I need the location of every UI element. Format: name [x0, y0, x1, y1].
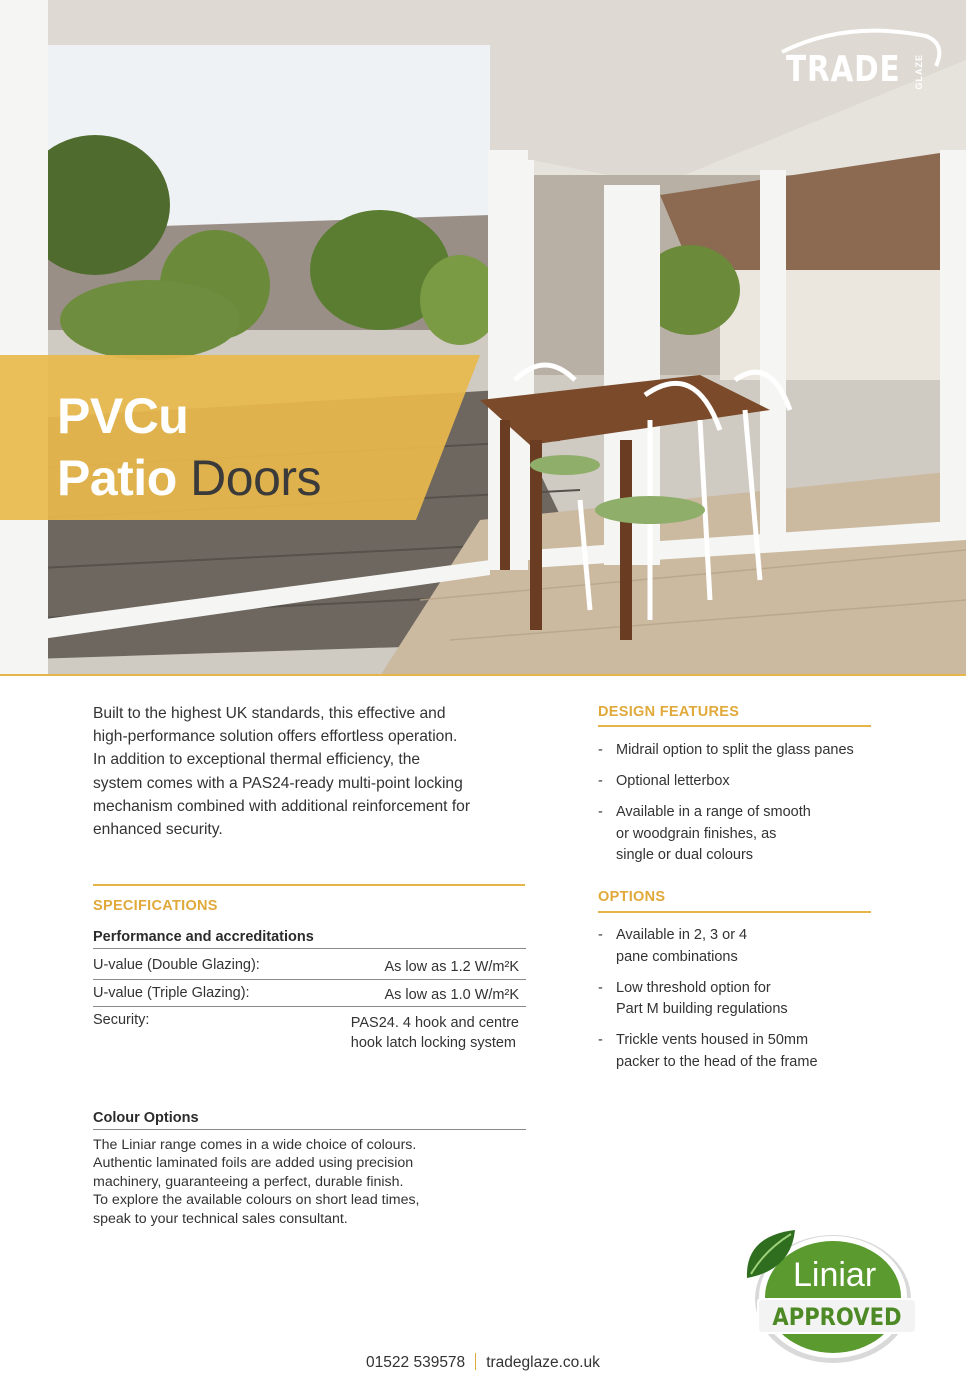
list-item-text: Optional letterbox: [616, 773, 730, 790]
page-title: [57, 385, 321, 509]
list-marker: -: [598, 804, 603, 821]
list-item-text: Available in 2, 3 or 4: [616, 927, 748, 943]
list-marker: -: [598, 979, 603, 996]
design-features-heading: DESIGN FEATURES: [598, 704, 740, 720]
spec-value: [351, 1013, 519, 1053]
footer: [0, 1353, 966, 1372]
badge-bottom-text: APPROVED: [772, 1303, 902, 1332]
phone-number[interactable]: 01522 539578: [366, 1354, 466, 1371]
list-item-text: Trickle vents housed in 50mm: [616, 1032, 809, 1049]
title-line-2: [57, 447, 321, 509]
hero-image: [0, 0, 966, 676]
list-marker: -: [598, 1032, 603, 1049]
list-item-text: pane combinations: [616, 948, 738, 965]
title-light-word: Doors: [190, 450, 322, 506]
list-item: [598, 925, 898, 968]
conservatory-photo: [0, 0, 966, 676]
list-item: [598, 1030, 898, 1073]
title-line-1: PVCu: [57, 388, 189, 444]
colour-line: speak to your technical sales consultant.: [93, 1210, 348, 1227]
list-item: [598, 802, 898, 867]
spec-label: Security:: [93, 1012, 150, 1028]
list-item-text: packer to the head of the frame: [616, 1053, 818, 1070]
title-bold-word: Patio: [57, 450, 177, 506]
badge-top-text: Liniar: [793, 1256, 877, 1294]
divider: [598, 725, 871, 727]
spec-label: U-value (Triple Glazing):: [93, 985, 250, 1001]
design-features-list: [598, 740, 898, 876]
list-marker: -: [598, 773, 603, 790]
list-marker: -: [598, 742, 603, 758]
spec-value-line: PAS24. 4 hook and centre: [350, 1015, 519, 1031]
colour-line: machinery, guaranteeing a perfect, durable finish.: [93, 1173, 404, 1190]
list-item-text: or woodgrain finishes, as: [616, 825, 777, 842]
options-heading: OPTIONS: [598, 889, 666, 905]
colour-line: Authentic laminated foils are added using precision: [93, 1155, 414, 1172]
divider: [93, 1129, 526, 1130]
list-item: [598, 978, 898, 1021]
spec-value-line: hook latch locking system: [350, 1035, 516, 1051]
colour-line: To explore the available colours on short lead times,: [93, 1192, 420, 1209]
list-item-text: Low threshold option for: [616, 979, 771, 996]
spec-value: As low as 1.2 W/m²K: [384, 959, 519, 975]
colour-options-text: [93, 1136, 513, 1228]
divider: [598, 911, 871, 913]
spec-label: U-value (Double Glazing):: [93, 957, 260, 973]
spec-value: As low as 1.0 W/m²K: [384, 987, 519, 1003]
list-item: [598, 771, 898, 793]
website-link[interactable]: tradeglaze.co.uk: [486, 1354, 600, 1371]
options-list: [598, 925, 898, 1083]
liniar-approved-badge: [735, 1222, 925, 1368]
colour-options-heading: Colour Options: [93, 1110, 199, 1126]
list-marker: -: [598, 927, 603, 943]
logo-subtext: GLAZE: [914, 54, 924, 90]
list-item-text: Available in a range of smooth: [616, 804, 811, 821]
divider: [93, 1006, 526, 1007]
list-item-text: Part M building regulations: [616, 1001, 788, 1018]
list-item: [598, 740, 898, 762]
performance-subheading: Performance and accreditations: [93, 929, 314, 945]
tradeglaze-logo: [776, 26, 946, 96]
intro-paragraph: Built to the highest UK standards, this effective and high-performance solution offers effortless operation. In addition to exceptional thermal efficiency, the system comes with a PAS24-ready multi-point locking mechanism combined with additional reinforcement for enhanced security.: [93, 705, 471, 839]
footer-separator: [475, 1353, 476, 1370]
divider: [93, 884, 525, 886]
specifications-heading: SPECIFICATIONS: [93, 898, 218, 914]
list-item-text: single or dual colours: [616, 847, 754, 864]
colour-line: The Liniar range comes in a wide choice of colours.: [93, 1137, 417, 1153]
logo-text: TRADE: [786, 49, 901, 90]
list-item-text: Midrail option to split the glass panes: [616, 742, 854, 758]
divider: [93, 979, 526, 980]
divider: [93, 948, 526, 949]
